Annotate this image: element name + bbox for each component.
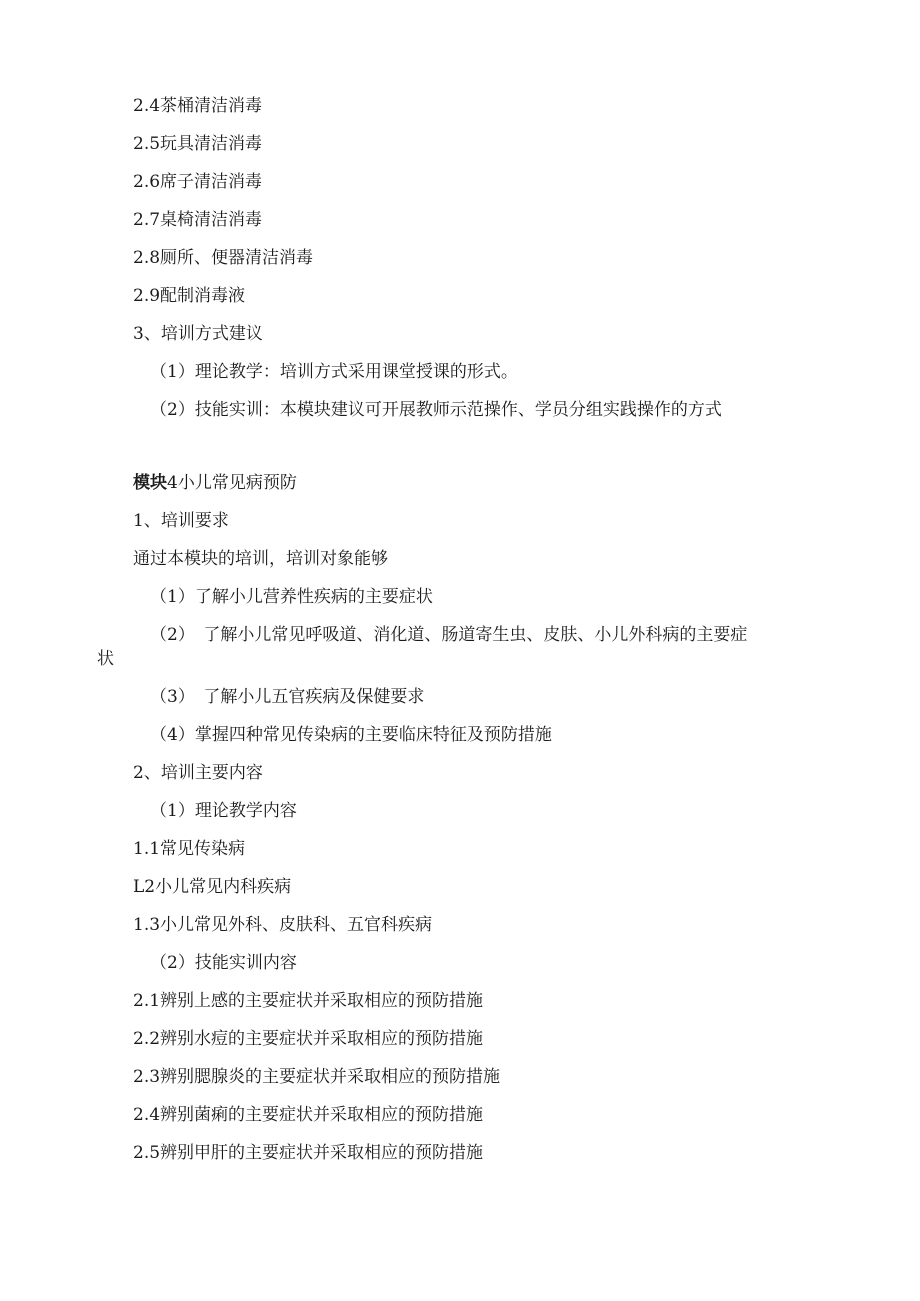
theory-1-3: 1.3小儿常见外科、皮肤科、五官科疾病: [133, 915, 433, 935]
item-2-6: 2.6席子清洁消毒: [133, 172, 263, 192]
practice-2-2: 2.2辨别水痘的主要症状并采取相应的预防措施: [133, 1029, 484, 1049]
module-title: [133, 471, 297, 495]
item-2-8: 2.8厕所、便器清洁消毒: [133, 248, 314, 268]
item-2-9: 2.9配制消毒液: [133, 286, 246, 306]
theory-1-1: 1.1常见传染病: [133, 839, 246, 859]
method-theory: （1）理论教学：培训方式采用课堂授课的形式。: [150, 362, 518, 382]
practice-2-4: 2.4辨别菌痢的主要症状并采取相应的预防措施: [133, 1105, 484, 1125]
section-3-heading: 3、培训方式建议: [133, 324, 263, 344]
practice-2-1: 2.1辨别上感的主要症状并采取相应的预防措施: [133, 991, 484, 1011]
section-2-heading: 2、培训主要内容: [133, 763, 263, 783]
method-practice: （2）技能实训：本模块建议可开展教师示范操作、学员分组实践操作的方式: [150, 400, 722, 420]
item-2-7: 2.7桌椅清洁消毒: [133, 210, 263, 230]
theory-1-2: L2小儿常见内科疾病: [133, 877, 292, 897]
requirement-4: （4）掌握四种常见传染病的主要临床特征及预防措施: [150, 725, 552, 745]
module-label: 模块: [133, 473, 167, 493]
item-2-4: 2.4茶桶清洁消毒: [133, 96, 263, 116]
requirement-2: （2） 了解小儿常见呼吸道、消化道、肠道寄生虫、皮肤、小儿外科病的主要症: [150, 625, 748, 645]
item-2-5: 2.5玩具清洁消毒: [133, 134, 263, 154]
requirement-3: （3） 了解小儿五官疾病及保健要求: [150, 687, 425, 707]
section-1-heading: 1、培训要求: [133, 511, 229, 531]
requirement-2-wrap: 状: [97, 649, 114, 669]
practice-2-5: 2.5辨别甲肝的主要症状并采取相应的预防措施: [133, 1143, 484, 1163]
requirement-1: （1）了解小儿营养性疾病的主要症状: [150, 587, 433, 607]
intro-text: 通过本模块的培训，培训对象能够: [133, 549, 388, 569]
practice-2-3: 2.3辨别腮腺炎的主要症状并采取相应的预防措施: [133, 1067, 501, 1087]
module-name: 4小儿常见病预防: [167, 473, 297, 493]
theory-heading: （1）理论教学内容: [150, 801, 297, 821]
practice-heading: （2）技能实训内容: [150, 953, 297, 973]
